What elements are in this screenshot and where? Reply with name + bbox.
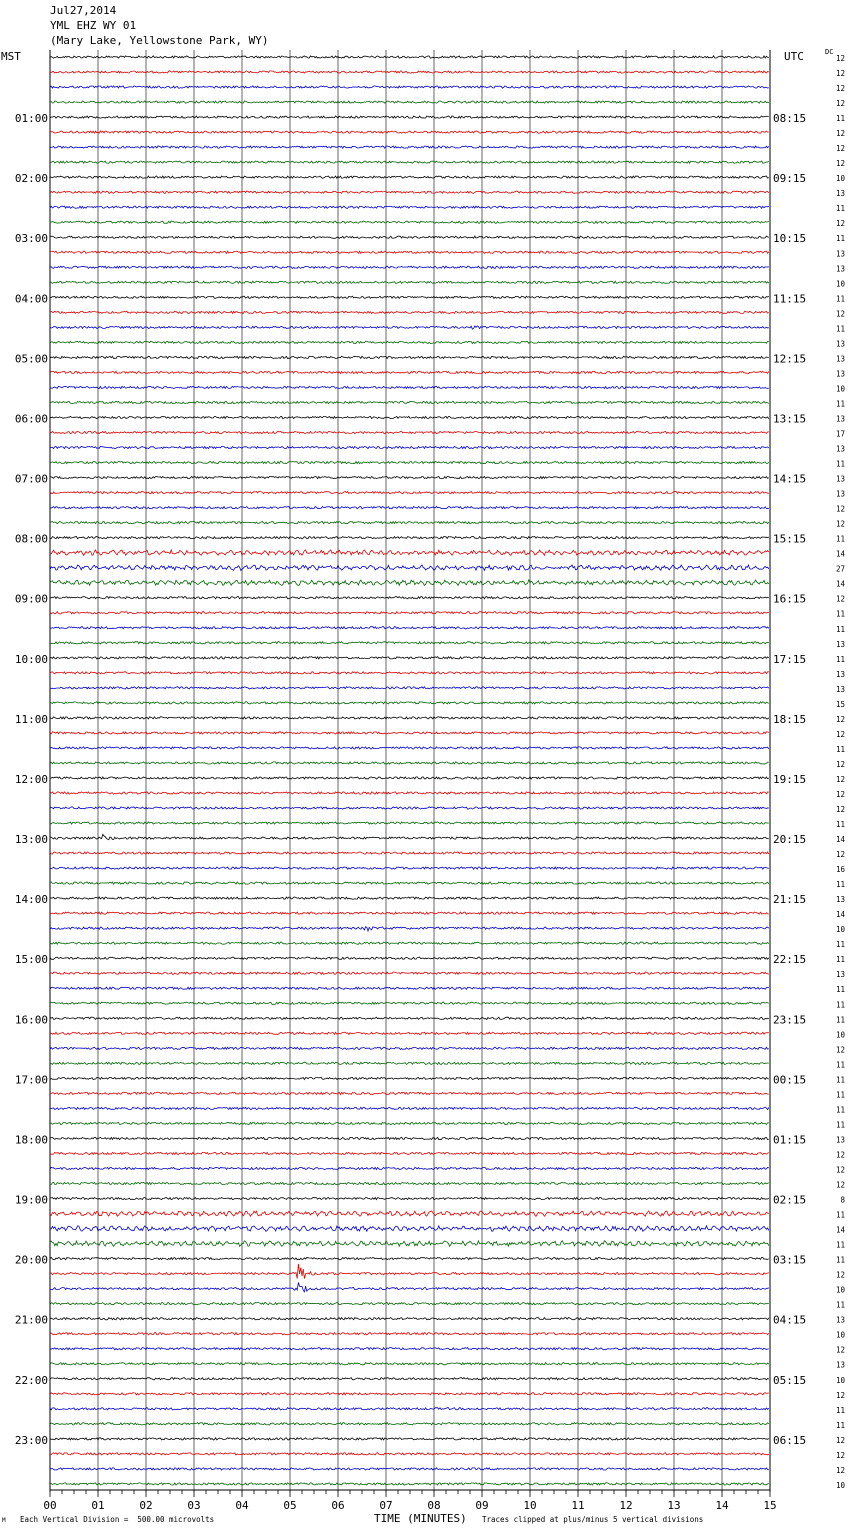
trace-row-70 [50, 1107, 769, 1109]
clip-note: Traces clipped at plus/minus 5 vertical divisions [482, 1515, 704, 1524]
left-axis-label: MST [1, 50, 21, 63]
mst-hour-label: 13:00 [14, 833, 48, 847]
dc-offset-39: 13 [835, 639, 845, 649]
trace-row-72 [50, 1137, 769, 1139]
dc-offset-64: 11 [835, 1015, 845, 1025]
dc-offset-16: 11 [835, 294, 845, 304]
trace-row-24 [50, 416, 769, 418]
dc-offset-47: 12 [835, 759, 845, 769]
dc-offset-3: 12 [835, 99, 845, 109]
trace-row-25 [50, 431, 769, 433]
dc-offset-37: 11 [835, 609, 845, 619]
dc-offset-51: 11 [835, 820, 845, 830]
dc-offset-76: 8 [840, 1195, 845, 1205]
dc-offset-44: 12 [835, 714, 845, 724]
trace-row-20 [50, 356, 769, 358]
dc-offset-88: 10 [835, 1375, 845, 1385]
dc-offset-42: 13 [835, 684, 845, 694]
dc-offset-29: 13 [835, 489, 845, 499]
trace-row-13 [50, 251, 769, 253]
utc-hour-label: 02:15 [773, 1193, 807, 1207]
dc-offset-63: 11 [835, 1000, 845, 1010]
dc-offset-61: 13 [835, 970, 845, 980]
dc-offset-92: 12 [835, 1435, 845, 1445]
trace-row-75 [50, 1182, 769, 1184]
dc-offset-41: 13 [835, 669, 845, 679]
dc-offset-62: 11 [835, 985, 845, 995]
trace-row-84 [50, 1318, 769, 1320]
trace-row-18 [50, 326, 769, 329]
trace-row-82 [50, 1283, 769, 1292]
trace-row-68 [50, 1077, 769, 1079]
trace-row-31 [50, 522, 769, 524]
dc-offset-40: 11 [835, 654, 845, 664]
trace-row-30 [50, 507, 769, 509]
dc-offset-7: 12 [835, 159, 845, 169]
trace-row-76 [50, 1197, 769, 1199]
time-tick-label: 06 [331, 1499, 345, 1512]
mst-hour-label: 03:00 [14, 232, 48, 246]
time-tick-label: 13 [667, 1499, 681, 1512]
dc-offset-11: 12 [835, 219, 845, 229]
utc-hour-label: 04:15 [773, 1313, 807, 1327]
dc-offset-34: 27 [835, 564, 845, 574]
trace-row-17 [50, 311, 769, 313]
trace-row-19 [50, 341, 769, 343]
dc-offset-74: 12 [835, 1165, 845, 1175]
mst-hour-label: 02:00 [14, 172, 48, 186]
dc-offset-0: 12 [835, 54, 845, 63]
trace-row-38 [50, 627, 769, 629]
time-tick-label: 00 [43, 1499, 57, 1512]
utc-hour-label: 13:15 [773, 412, 807, 426]
dc-offset-56: 13 [835, 895, 845, 905]
utc-hour-label: 14:15 [773, 472, 807, 486]
dc-offset-21: 13 [835, 369, 845, 379]
dc-offset-5: 12 [835, 129, 845, 139]
dc-offset-10: 11 [835, 204, 845, 214]
dc-offset-66: 12 [835, 1045, 845, 1055]
mst-hour-label: 21:00 [14, 1313, 48, 1327]
scale-note: Each Vertical Division = 500.00 microvolts [20, 1515, 215, 1524]
mst-hour-label: 19:00 [14, 1193, 48, 1207]
trace-row-54 [50, 867, 769, 869]
time-tick-label: 01 [91, 1499, 105, 1512]
mst-hour-label: 08:00 [14, 532, 48, 546]
dc-offset-43: 15 [835, 699, 845, 709]
dc-offset-17: 12 [835, 309, 845, 319]
mst-hour-label: 17:00 [14, 1073, 48, 1087]
time-tick-label: 02 [139, 1499, 153, 1512]
trace-row-37 [50, 612, 769, 614]
mst-hour-label: 05:00 [14, 352, 48, 366]
utc-hour-label: 05:15 [773, 1373, 807, 1387]
trace-row-58 [50, 927, 769, 931]
trace-row-57 [50, 912, 769, 914]
trace-row-23 [50, 401, 769, 403]
trace-row-42 [50, 687, 769, 689]
trace-row-61 [50, 972, 769, 974]
dc-offset-8: 10 [835, 174, 845, 184]
trace-row-74 [50, 1167, 769, 1169]
trace-row-35 [50, 580, 769, 586]
station-location: (Mary Lake, Yellowstone Park, WY) [50, 34, 269, 47]
trace-row-85 [50, 1333, 769, 1335]
dc-offset-91: 11 [835, 1420, 845, 1430]
utc-hour-label: 16:15 [773, 592, 807, 606]
minute-gridlines [50, 50, 770, 1492]
dc-offset-90: 11 [835, 1405, 845, 1415]
dc-offset-75: 12 [835, 1180, 845, 1190]
trace-row-89 [50, 1393, 769, 1395]
dc-offset-87: 13 [835, 1360, 845, 1370]
mst-hour-label: 22:00 [14, 1373, 48, 1387]
utc-hour-label: 21:15 [773, 893, 807, 907]
trace-row-39 [50, 642, 769, 644]
trace-row-36 [50, 597, 769, 599]
dc-offset-19: 13 [835, 339, 845, 349]
trace-row-95 [50, 1483, 769, 1485]
trace-row-40 [50, 657, 769, 659]
trace-row-3 [50, 101, 769, 103]
dc-offset-73: 12 [835, 1150, 845, 1160]
station-code: YML EHZ WY 01 [50, 19, 137, 32]
mst-hour-label: 04:00 [14, 292, 48, 306]
trace-row-4 [50, 116, 769, 118]
trace-row-73 [50, 1152, 769, 1154]
trace-row-93 [50, 1453, 769, 1455]
dc-label: DC [825, 48, 834, 56]
mst-hour-label: 01:00 [14, 112, 48, 126]
dc-offset-77: 11 [835, 1210, 845, 1220]
mst-hour-label: 14:00 [14, 893, 48, 907]
time-tick-label: 07 [379, 1499, 393, 1512]
time-tick-label: 12 [619, 1499, 633, 1512]
trace-row-62 [50, 987, 769, 989]
dc-offset-22: 10 [835, 384, 845, 394]
dc-offset-15: 10 [835, 279, 845, 289]
dc-offset-55: 11 [835, 880, 845, 890]
dc-offset-46: 11 [835, 744, 845, 754]
trace-row-78 [50, 1226, 769, 1232]
trace-row-81 [50, 1264, 769, 1279]
trace-row-94 [50, 1468, 769, 1470]
dc-offset-54: 16 [835, 865, 845, 875]
trace-row-5 [50, 131, 769, 133]
utc-hour-label: 20:15 [773, 833, 807, 847]
trace-row-71 [50, 1122, 769, 1124]
utc-hour-label: 22:15 [773, 953, 807, 967]
dc-offset-79: 11 [835, 1240, 845, 1250]
utc-hour-label: 12:15 [773, 352, 807, 366]
trace-row-15 [50, 281, 769, 283]
utc-hour-label: 03:15 [773, 1253, 807, 1267]
time-tick-label: 05 [283, 1499, 297, 1512]
dc-offset-49: 12 [835, 789, 845, 799]
dc-offset-78: 14 [835, 1225, 845, 1235]
dc-offset-26: 13 [835, 444, 845, 454]
trace-row-77 [50, 1211, 769, 1216]
utc-hour-label: 09:15 [773, 172, 807, 186]
trace-row-69 [50, 1092, 769, 1094]
time-tick-label: 03 [187, 1499, 201, 1512]
trace-row-79 [50, 1241, 769, 1247]
dc-offset-38: 11 [835, 624, 845, 634]
time-axis [43, 1490, 776, 1512]
trace-row-88 [50, 1378, 769, 1380]
trace-row-14 [50, 266, 769, 268]
dc-offset-27: 11 [835, 459, 845, 469]
trace-row-51 [50, 822, 769, 824]
dc-offset-1: 12 [835, 69, 845, 79]
time-tick-label: 04 [235, 1499, 249, 1512]
dc-offset-14: 13 [835, 264, 845, 274]
dc-offset-52: 14 [835, 835, 845, 845]
utc-hour-label: 06:15 [773, 1433, 807, 1447]
trace-row-66 [50, 1047, 769, 1049]
trace-row-41 [50, 672, 769, 674]
trace-row-29 [50, 492, 769, 494]
dc-offset-6: 12 [835, 144, 845, 154]
dc-offset-70: 11 [835, 1105, 845, 1115]
dc-offset-48: 12 [835, 774, 845, 784]
trace-row-33 [50, 550, 769, 556]
trace-row-65 [50, 1032, 769, 1034]
mst-hour-label: 09:00 [14, 592, 48, 606]
dc-offset-53: 12 [835, 850, 845, 860]
dc-offset-25: 17 [835, 429, 845, 439]
trace-row-1 [50, 71, 769, 73]
trace-row-49 [50, 792, 769, 794]
trace-row-59 [50, 942, 769, 944]
dc-offset-67: 11 [835, 1060, 845, 1070]
trace-row-11 [50, 221, 769, 223]
trace-row-55 [50, 882, 769, 884]
trace-row-12 [50, 236, 769, 238]
trace-row-8 [50, 176, 769, 178]
trace-group [50, 56, 769, 1485]
trace-row-67 [50, 1062, 769, 1064]
dc-offset-30: 12 [835, 504, 845, 514]
mst-hour-label: 06:00 [14, 412, 48, 426]
dc-offset-71: 11 [835, 1120, 845, 1130]
trace-row-90 [50, 1408, 769, 1410]
trace-row-46 [50, 747, 769, 749]
dc-offset-2: 12 [835, 84, 845, 94]
dc-offset-20: 13 [835, 354, 845, 364]
mst-hour-label: 07:00 [14, 472, 48, 486]
time-tick-label: 08 [427, 1499, 441, 1512]
trace-row-53 [50, 852, 769, 854]
axis-labels [15, 54, 846, 1490]
trace-row-52 [50, 834, 769, 839]
mst-hour-label: 23:00 [14, 1433, 48, 1447]
mst-hour-label: 15:00 [14, 953, 48, 967]
dc-offset-35: 14 [835, 579, 845, 589]
dc-offset-86: 12 [835, 1345, 845, 1355]
x-axis-title: TIME (MINUTES) [374, 1512, 467, 1525]
time-tick-label: 10 [523, 1499, 537, 1512]
trace-row-60 [50, 957, 769, 959]
dc-offset-89: 12 [835, 1390, 845, 1400]
mst-hour-label: 10:00 [14, 652, 48, 666]
dc-offset-50: 12 [835, 805, 845, 814]
plot-date: Jul27,2014 [50, 4, 117, 17]
dc-offset-36: 12 [835, 594, 845, 604]
mst-hour-label: 11:00 [14, 712, 48, 726]
footer-mark: M [2, 1517, 6, 1524]
utc-hour-label: 19:15 [773, 772, 807, 786]
dc-offset-68: 11 [835, 1075, 845, 1085]
dc-offset-31: 12 [835, 519, 845, 529]
trace-row-32 [50, 537, 769, 539]
dc-offset-85: 10 [835, 1330, 845, 1340]
dc-offset-60: 11 [835, 955, 845, 965]
dc-offset-95: 10 [835, 1480, 845, 1490]
dc-offset-82: 10 [835, 1285, 845, 1295]
dc-offset-24: 13 [835, 414, 845, 424]
dc-offset-9: 13 [835, 189, 845, 199]
utc-hour-label: 23:15 [773, 1013, 807, 1027]
dc-offset-18: 11 [835, 324, 845, 334]
dc-offset-13: 13 [835, 249, 845, 259]
trace-row-80 [50, 1258, 769, 1260]
dc-offset-72: 13 [835, 1135, 845, 1145]
dc-offset-84: 13 [835, 1315, 845, 1325]
dc-offset-23: 11 [835, 399, 845, 409]
utc-hour-label: 11:15 [773, 292, 807, 306]
dc-offset-93: 12 [835, 1450, 845, 1460]
trace-row-34 [50, 565, 769, 571]
trace-row-43 [50, 702, 769, 704]
dc-offset-81: 12 [835, 1270, 845, 1280]
trace-row-92 [50, 1438, 769, 1440]
utc-hour-label: 15:15 [773, 532, 807, 546]
dc-offset-69: 11 [835, 1090, 845, 1100]
trace-row-87 [50, 1363, 769, 1365]
dc-offset-32: 11 [835, 534, 845, 544]
dc-offset-45: 12 [835, 729, 845, 739]
right-axis-label: UTC [784, 50, 804, 63]
time-tick-label: 14 [715, 1499, 729, 1512]
dc-offset-59: 11 [835, 940, 845, 950]
trace-row-45 [50, 732, 769, 734]
time-tick-label: 11 [571, 1499, 585, 1512]
trace-row-86 [50, 1348, 769, 1350]
trace-row-44 [50, 717, 769, 719]
time-tick-label: 09 [475, 1499, 489, 1512]
dc-offset-12: 11 [835, 234, 845, 244]
trace-row-2 [50, 86, 769, 88]
mst-hour-label: 16:00 [14, 1013, 48, 1027]
mst-hour-label: 20:00 [14, 1253, 48, 1267]
utc-hour-label: 18:15 [773, 712, 807, 726]
trace-row-48 [50, 777, 769, 779]
mst-hour-label: 12:00 [14, 772, 48, 786]
utc-hour-label: 01:15 [773, 1133, 807, 1147]
dc-offset-57: 14 [835, 910, 845, 920]
trace-row-10 [50, 206, 769, 208]
trace-row-6 [50, 146, 769, 148]
trace-row-26 [50, 446, 769, 448]
trace-row-91 [50, 1423, 769, 1425]
trace-row-47 [50, 762, 769, 764]
trace-row-7 [50, 161, 769, 163]
trace-row-64 [50, 1017, 769, 1019]
utc-hour-label: 10:15 [773, 232, 807, 246]
dc-offset-33: 14 [835, 549, 845, 559]
dc-offset-4: 11 [835, 114, 845, 124]
trace-row-83 [50, 1303, 769, 1305]
utc-hour-label: 17:15 [773, 652, 807, 666]
trace-row-9 [50, 191, 769, 193]
dc-offset-94: 12 [835, 1465, 845, 1475]
dc-offset-80: 11 [835, 1255, 845, 1265]
trace-row-63 [50, 1002, 769, 1004]
trace-row-21 [50, 371, 769, 373]
trace-row-56 [50, 897, 769, 899]
trace-row-16 [50, 296, 769, 298]
trace-row-50 [50, 807, 769, 809]
dc-offset-58: 10 [835, 925, 845, 935]
trace-row-22 [50, 386, 769, 388]
mst-hour-label: 18:00 [14, 1133, 48, 1147]
dc-offset-83: 11 [835, 1300, 845, 1310]
trace-row-27 [50, 461, 769, 463]
trace-row-0 [50, 56, 769, 58]
trace-row-28 [50, 477, 769, 479]
utc-hour-label: 08:15 [773, 112, 807, 126]
utc-hour-label: 00:15 [773, 1073, 807, 1087]
dc-offset-28: 13 [835, 474, 845, 484]
time-tick-label: 15 [763, 1499, 777, 1512]
dc-offset-65: 10 [835, 1030, 845, 1040]
